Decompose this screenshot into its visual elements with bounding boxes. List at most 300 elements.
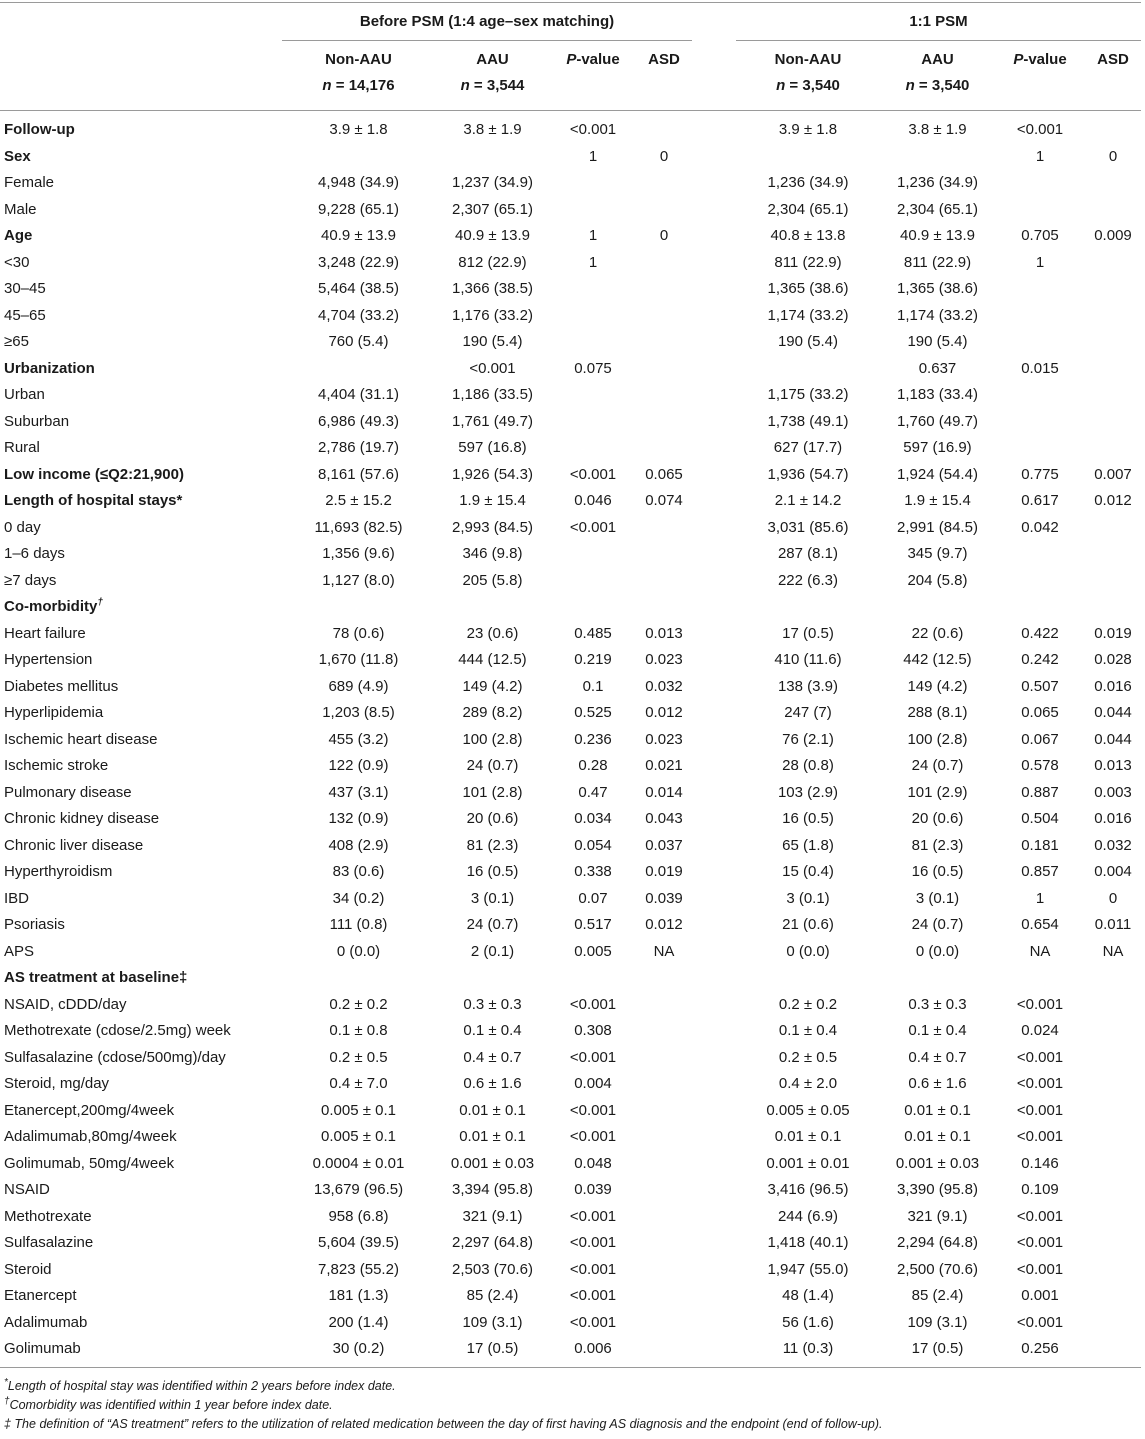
- table-cell: 0.2 ± 0.2: [329, 995, 388, 1013]
- table-cell: 48 (1.4): [782, 1287, 834, 1304]
- row-label: [0, 1204, 282, 1231]
- table-cell: 0.308: [574, 1022, 612, 1039]
- table-row: [0, 1336, 1141, 1363]
- row-label-text: Sulfasalazine (cdose/500mg)/day: [4, 1048, 226, 1066]
- table-cell: [1085, 594, 1141, 621]
- table-cell: 3 (0.1): [470, 889, 515, 907]
- row-label: [0, 356, 282, 383]
- table-cell: 109 (3.1): [462, 1313, 523, 1331]
- column-gap: [692, 197, 736, 224]
- table-row: [0, 250, 1141, 277]
- table-row: [0, 1257, 1141, 1284]
- table-cell: [435, 144, 550, 171]
- table-cell: 0.015: [1021, 359, 1059, 377]
- footnote-mark: *: [4, 1376, 8, 1388]
- table-cell: [1085, 1124, 1141, 1151]
- table-cell: 0.042: [1021, 518, 1059, 536]
- table-cell: 40.9 ± 13.9: [455, 227, 530, 244]
- table-row: [0, 1310, 1141, 1337]
- table-row: [0, 1045, 1141, 1072]
- row-label: [0, 1098, 282, 1125]
- table-cell: 0.47: [578, 783, 608, 801]
- table-cell: 2,500 (70.6): [897, 1260, 978, 1278]
- row-label: [0, 594, 282, 621]
- row-label: [0, 1336, 282, 1363]
- column-gap: [692, 1336, 736, 1363]
- table-cell: [636, 1257, 692, 1284]
- table-cell: 0.1 ± 0.4: [908, 1022, 967, 1039]
- table-cell: 0.507: [1021, 677, 1059, 695]
- table-cell: 1: [1035, 253, 1045, 271]
- column-gap: [692, 806, 736, 833]
- table-cell: 122 (0.9): [328, 757, 389, 774]
- footnote: [4, 1396, 883, 1415]
- table-cell: [1085, 382, 1141, 409]
- table-cell: 65 (1.8): [782, 836, 834, 854]
- column-gap: [692, 1257, 736, 1284]
- table-cell: 1,936 (54.7): [767, 465, 849, 483]
- table-cell: 4,704 (33.2): [318, 306, 399, 324]
- row-label: [0, 1124, 282, 1151]
- column-header-label: P-value: [566, 51, 620, 68]
- row-label: [0, 382, 282, 409]
- table-cell: 597 (16.8): [458, 439, 527, 456]
- table-cell: 0.6 ± 1.6: [463, 1075, 522, 1092]
- row-label-text: Steroid: [4, 1260, 52, 1278]
- table-cell: 190 (5.4): [907, 333, 968, 350]
- table-cell: <0.001: [569, 1234, 617, 1251]
- footnote-mark: ‡: [4, 1417, 11, 1431]
- column-gap: [692, 912, 736, 939]
- table-cell: 6,986 (49.3): [318, 412, 399, 430]
- table-cell: [636, 170, 692, 197]
- row-label: [0, 144, 282, 171]
- table-row: [0, 382, 1141, 409]
- table-cell: 1.9 ± 15.4: [904, 492, 971, 509]
- table-cell: 0.1 ± 0.4: [778, 1022, 838, 1039]
- table-cell: <0.001: [569, 518, 617, 536]
- row-label: [0, 117, 282, 144]
- row-label-text: Golimumab, 50mg/4week: [4, 1154, 175, 1172]
- table-cell: 0.016: [1094, 810, 1132, 827]
- row-label: [0, 621, 282, 648]
- table-cell: 23 (0.6): [466, 624, 519, 642]
- table-cell: [550, 541, 636, 568]
- table-cell: 138 (3.9): [777, 677, 839, 695]
- table-cell: [736, 356, 880, 383]
- table-cell: [995, 965, 1085, 992]
- row-label: [0, 1151, 282, 1178]
- table-cell: 0.075: [574, 359, 612, 377]
- table-row: [0, 1071, 1141, 1098]
- table-cell: [1085, 170, 1141, 197]
- row-label-text: IBD: [4, 889, 30, 907]
- row-label: [0, 1018, 282, 1045]
- table-cell: 0.504: [1021, 810, 1059, 827]
- table-cell: <0.001: [1016, 1260, 1064, 1278]
- table-cell: 455 (3.2): [328, 730, 389, 748]
- table-cell: <0.001: [1016, 1313, 1064, 1331]
- row-label: [0, 276, 282, 303]
- table-cell: [1085, 329, 1141, 356]
- row-label: [0, 1310, 282, 1337]
- row-label-text: APS: [4, 942, 35, 960]
- table-row: [0, 833, 1141, 860]
- table-cell: 21 (0.6): [782, 916, 834, 933]
- table-cell: 0.256: [1021, 1340, 1059, 1357]
- column-header-n: n = 3,540: [776, 77, 840, 94]
- table-cell: 2,307 (65.1): [452, 200, 533, 218]
- table-cell: 200 (1.4): [328, 1313, 389, 1331]
- table-cell: 28 (0.8): [782, 757, 834, 774]
- table-row: [0, 1177, 1141, 1204]
- table-cell: 15 (0.4): [782, 863, 834, 880]
- table-cell: 2.5 ± 15.2: [325, 492, 392, 509]
- table-cell: [636, 992, 692, 1019]
- column-header-label: Non-AAU: [325, 51, 392, 68]
- table-cell: 2,993 (84.5): [452, 518, 533, 536]
- row-label: [0, 939, 282, 966]
- row-label: [0, 250, 282, 277]
- table-cell: 0.07: [578, 889, 608, 907]
- table-cell: 3.8 ± 1.9: [908, 121, 967, 138]
- column-header-label: ASD: [1097, 51, 1129, 68]
- table-cell: 287 (8.1): [777, 545, 839, 562]
- table-cell: 0.019: [1094, 624, 1132, 642]
- table-cell: [550, 329, 636, 356]
- row-label: [0, 1230, 282, 1257]
- table-cell: [995, 409, 1085, 436]
- row-label-text: Heart failure: [4, 624, 86, 642]
- table-cell: 0.0004 ± 0.01: [312, 1154, 405, 1172]
- table-cell: [636, 329, 692, 356]
- table-cell: 2,294 (64.8): [897, 1234, 978, 1251]
- table-cell: [1085, 992, 1141, 1019]
- table-row: [0, 1230, 1141, 1257]
- column-gap: [692, 382, 736, 409]
- table-cell: 0.013: [645, 624, 683, 642]
- table-cell: 9,228 (65.1): [318, 200, 399, 218]
- table-cell: 0.236: [574, 730, 612, 748]
- table-row: [0, 859, 1141, 886]
- table-cell: 958 (6.8): [328, 1207, 389, 1225]
- table-cell: <0.001: [1016, 1075, 1064, 1092]
- table-cell: 181 (1.3): [328, 1287, 389, 1304]
- table-cell: 85 (2.4): [911, 1287, 964, 1304]
- table-cell: 22 (0.6): [911, 624, 964, 642]
- column-gap: [692, 1124, 736, 1151]
- row-label: [0, 1283, 282, 1310]
- table-row: [0, 594, 1141, 621]
- bottom-rule: [0, 1367, 1141, 1368]
- table-cell: 40.9 ± 13.9: [321, 227, 396, 244]
- table-cell: <0.001: [569, 1313, 617, 1331]
- table-cell: 0.219: [574, 651, 612, 668]
- column-header-label: Non-AAU: [774, 51, 842, 68]
- table-cell: 0.578: [1021, 757, 1059, 774]
- table-row: [0, 303, 1141, 330]
- table-cell: [550, 594, 636, 621]
- table-row: [0, 541, 1141, 568]
- table-cell: [636, 409, 692, 436]
- table-cell: 1,186 (33.5): [452, 386, 533, 403]
- table-cell: 0.1: [582, 677, 604, 695]
- table-cell: <0.001: [569, 1048, 617, 1066]
- table-cell: <0.001: [1016, 121, 1064, 138]
- row-label-text: Etanercept: [4, 1287, 77, 1304]
- table-cell: [995, 329, 1085, 356]
- table-cell: [636, 1124, 692, 1151]
- row-label: [0, 409, 282, 436]
- row-label-text: Age: [4, 227, 33, 244]
- row-label-text: Methotrexate: [4, 1207, 92, 1225]
- table-cell: [995, 276, 1085, 303]
- table-cell: [880, 594, 995, 621]
- column-header-n: n = 3,540: [905, 77, 970, 94]
- table-cell: 0.2 ± 0.5: [329, 1048, 388, 1066]
- table-cell: [550, 276, 636, 303]
- table-cell: [550, 197, 636, 224]
- table-cell: 100 (2.8): [907, 730, 968, 748]
- table-cell: [1085, 250, 1141, 277]
- table-cell: [880, 965, 995, 992]
- table-cell: [636, 356, 692, 383]
- table-cell: 321 (9.1): [462, 1207, 523, 1225]
- table-cell: 0.4 ± 0.7: [908, 1048, 967, 1066]
- table-cell: 597 (16.9): [903, 439, 972, 456]
- table-row: [0, 409, 1141, 436]
- table-cell: 1,356 (9.6): [322, 545, 395, 562]
- table-cell: [1085, 1151, 1141, 1178]
- table-cell: 1,174 (33.2): [767, 306, 849, 324]
- table-cell: 4,404 (31.1): [318, 386, 399, 403]
- row-label-text: Length of hospital stays*: [4, 492, 183, 509]
- table-cell: [1085, 1336, 1141, 1363]
- table-cell: 3.9 ± 1.8: [329, 121, 388, 138]
- table-cell: 0.043: [645, 810, 683, 827]
- table-cell: 0.065: [645, 465, 683, 483]
- column-gap: [692, 1204, 736, 1231]
- row-label: [0, 859, 282, 886]
- row-label: [0, 1177, 282, 1204]
- column-gap: [692, 886, 736, 913]
- table-cell: 811 (22.9): [903, 253, 972, 271]
- table-cell: 0.023: [645, 651, 683, 668]
- column-header: [736, 47, 880, 99]
- table-cell: [550, 965, 636, 992]
- table-row: [0, 727, 1141, 754]
- table-row: [0, 329, 1141, 356]
- row-label-text: Golimumab: [4, 1340, 81, 1357]
- group-before-rule: [282, 40, 692, 41]
- table-cell: 0.004: [1094, 863, 1132, 880]
- table-cell: [995, 541, 1085, 568]
- row-label-text: Adalimumab,80mg/4week: [4, 1128, 177, 1145]
- table-row: [0, 806, 1141, 833]
- table-cell: <0.001: [1016, 1048, 1064, 1066]
- table-row: [0, 939, 1141, 966]
- row-label-text: Hypertension: [4, 651, 93, 668]
- row-label-text: Adalimumab: [4, 1313, 88, 1331]
- table-cell: 0 (0.0): [915, 942, 960, 960]
- group-after-rule: [736, 40, 1141, 41]
- table-row: [0, 568, 1141, 595]
- footnote-text: Length of hospital stay was identified within 2 years before index date.: [7, 1379, 396, 1393]
- table-cell: [550, 382, 636, 409]
- table-cell: 2,503 (70.6): [452, 1260, 533, 1278]
- table-cell: 1,738 (49.1): [767, 412, 849, 430]
- table-cell: 0.654: [1021, 916, 1059, 933]
- table-cell: 16 (0.5): [911, 863, 964, 880]
- table-cell: [636, 965, 692, 992]
- table-cell: 408 (2.9): [328, 836, 389, 854]
- table-cell: 56 (1.6): [782, 1313, 834, 1331]
- table-row: [0, 1124, 1141, 1151]
- footnote: [4, 1415, 883, 1434]
- column-header: [1085, 47, 1141, 73]
- row-label: [0, 197, 282, 224]
- table-row: [0, 647, 1141, 674]
- table-cell: [1085, 1204, 1141, 1231]
- table-cell: [1085, 1045, 1141, 1072]
- row-label: [0, 435, 282, 462]
- table-cell: 0.6 ± 1.6: [908, 1075, 967, 1092]
- table-cell: 1,926 (54.3): [452, 465, 533, 483]
- table-cell: [995, 170, 1085, 197]
- table-cell: 812 (22.9): [458, 253, 527, 271]
- table-cell: [435, 965, 550, 992]
- header-group-before: Before PSM (1:4 age–sex matching): [359, 13, 615, 30]
- table-cell: 0.242: [1021, 651, 1059, 668]
- row-label-text: 0 day: [4, 518, 41, 536]
- table-cell: [636, 1204, 692, 1231]
- table-cell: [1085, 435, 1141, 462]
- table-cell: <0.001: [569, 121, 617, 138]
- table-cell: NA: [1029, 942, 1051, 960]
- table-cell: 1: [1035, 147, 1045, 165]
- table-row: [0, 780, 1141, 807]
- table-cell: [636, 303, 692, 330]
- table-cell: [1085, 303, 1141, 330]
- table-cell: 149 (4.2): [462, 677, 523, 695]
- table-cell: 0.857: [1021, 863, 1059, 880]
- table-cell: 1,365 (38.6): [767, 280, 849, 297]
- table-cell: 0.065: [1021, 704, 1059, 721]
- table-cell: 24 (0.7): [466, 757, 519, 774]
- table-cell: 7,823 (55.2): [318, 1260, 399, 1278]
- table-cell: [1085, 965, 1141, 992]
- table-cell: 1,176 (33.2): [452, 306, 533, 324]
- baseline-table: [0, 117, 1141, 1363]
- table-cell: 0.013: [1094, 757, 1132, 774]
- table-cell: 76 (2.1): [782, 730, 834, 748]
- table-row: [0, 1098, 1141, 1125]
- row-label: [0, 674, 282, 701]
- table-cell: 0.021: [645, 757, 683, 774]
- table-cell: 1,418 (40.1): [767, 1234, 849, 1251]
- table-cell: 40.8 ± 13.8: [770, 227, 846, 244]
- table-cell: 190 (5.4): [777, 333, 839, 350]
- table-cell: 16 (0.5): [782, 810, 834, 827]
- table-cell: 0.887: [1021, 783, 1059, 801]
- row-label-text: NSAID, cDDD/day: [4, 995, 127, 1013]
- table-cell: 0.004: [574, 1075, 612, 1092]
- table-cell: [1085, 1018, 1141, 1045]
- table-cell: 1,236 (34.9): [767, 174, 849, 191]
- column-gap: [692, 409, 736, 436]
- row-label-text: NSAID: [4, 1181, 50, 1198]
- table-cell: 3 (0.1): [786, 889, 830, 907]
- table-cell: [995, 382, 1085, 409]
- table-cell: [1085, 1230, 1141, 1257]
- table-cell: 0: [659, 227, 669, 244]
- table-cell: 0: [659, 147, 669, 165]
- table-cell: 0.032: [1094, 836, 1132, 854]
- table-cell: 3,031 (85.6): [767, 518, 849, 536]
- table-cell: 0.046: [574, 492, 612, 509]
- table-row: [0, 435, 1141, 462]
- table-cell: [736, 594, 880, 621]
- table-cell: 244 (6.9): [777, 1207, 839, 1225]
- table-cell: 205 (5.8): [462, 571, 523, 589]
- table-cell: <0.001: [1016, 1234, 1064, 1251]
- table-cell: <0.001: [569, 465, 617, 483]
- table-cell: <0.001: [469, 359, 516, 377]
- table-row: [0, 117, 1141, 144]
- table-cell: 0.01 ± 0.1: [904, 1101, 971, 1119]
- table-cell: 0.146: [1021, 1154, 1059, 1172]
- row-label-text: Chronic kidney disease: [4, 810, 160, 827]
- table-row: [0, 912, 1141, 939]
- table-cell: [636, 1098, 692, 1125]
- row-label-text: Urban: [4, 386, 45, 403]
- table-cell: 0.01 ± 0.1: [774, 1128, 842, 1145]
- table-cell: 5,464 (38.5): [318, 280, 399, 297]
- table-cell: [435, 594, 550, 621]
- column-gap: [692, 515, 736, 542]
- top-rule: [0, 2, 1141, 3]
- table-cell: 0.01 ± 0.1: [459, 1128, 526, 1145]
- table-cell: 17 (0.5): [466, 1340, 519, 1357]
- table-cell: 2 (0.1): [470, 942, 515, 960]
- table-row: [0, 674, 1141, 701]
- row-label-text: AS treatment at baseline‡: [4, 969, 188, 986]
- table-cell: 1,174 (33.2): [897, 306, 978, 324]
- table-cell: 288 (8.1): [907, 704, 968, 721]
- table-cell: 1,366 (38.5): [452, 280, 533, 297]
- table-cell: [636, 1336, 692, 1363]
- table-cell: 0.001: [1021, 1287, 1059, 1304]
- row-label: [0, 780, 282, 807]
- column-gap: [692, 356, 736, 383]
- table-cell: [550, 435, 636, 462]
- row-label: [0, 992, 282, 1019]
- table-cell: 100 (2.8): [462, 730, 523, 748]
- table-cell: [1085, 409, 1141, 436]
- table-cell: <0.001: [1016, 1207, 1064, 1225]
- table-cell: 0.181: [1021, 836, 1059, 854]
- row-label-text: Suburban: [4, 412, 70, 430]
- table-cell: [1085, 1098, 1141, 1125]
- column-header: [282, 47, 435, 99]
- table-cell: 0.525: [574, 704, 612, 721]
- table-cell: 1: [588, 147, 598, 165]
- row-label-text: Pulmonary disease: [4, 783, 132, 801]
- table-cell: 0.005 ± 0.05: [766, 1101, 850, 1119]
- row-label-text: Urbanization: [4, 359, 95, 377]
- table-cell: 0.023: [645, 730, 683, 748]
- table-cell: 0.005 ± 0.1: [321, 1101, 396, 1119]
